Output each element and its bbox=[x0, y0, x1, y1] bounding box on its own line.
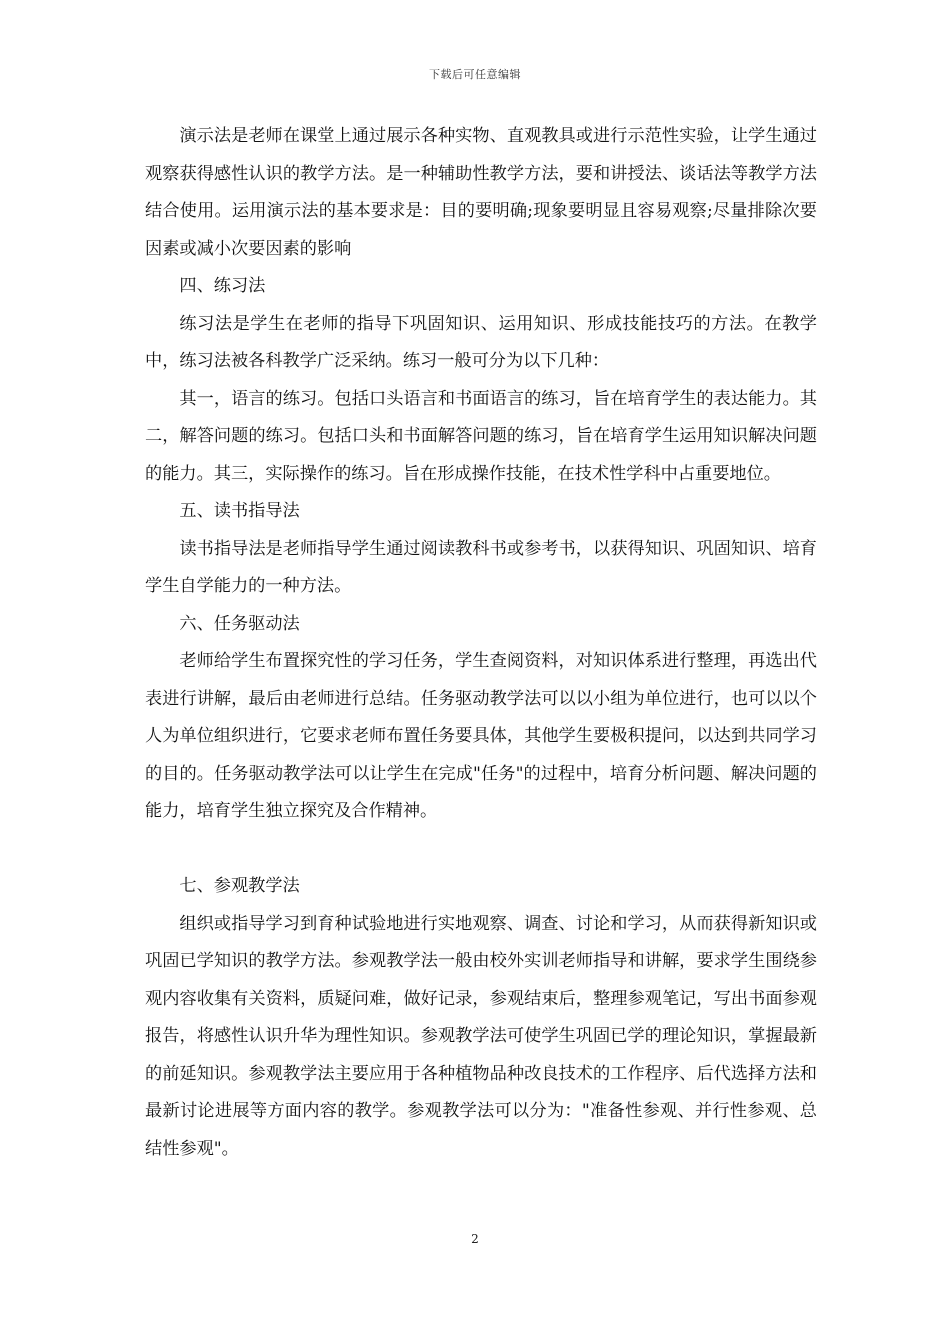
paragraph-task-driven-method: 老师给学生布置探究性的学习任务，学生查阅资料，对知识体系进行整理，再选出代表进行讲解，最后由老师进行总结。任务驱动教学法可以以小组为单位进行，也可以以个人为单位组织进行，它要求老师布置任务要具体，其他学生要极积提问，以达到共同学习的目的。任务驱动教学法可以让学生在完成"任务"的过程中，培育分析问题、解决问题的能力，培育学生独立探究及合作精神。 bbox=[145, 651, 817, 821]
paragraph-practice-method: 练习法是学生在老师的指导下巩固知识、运用知识、形成技能技巧的方法。在教学中，练习法被各科教学广泛采纳。练习一般可分为以下几种： bbox=[145, 313, 817, 371]
heading-practice-method: 四、练习法 bbox=[179, 276, 266, 296]
heading-reading-guidance-method: 五、读书指导法 bbox=[179, 501, 300, 521]
paragraph-demonstration-method: 演示法是老师在课堂上通过展示各种实物、直观教具或进行示范性实验，让学生通过观察获得感性认识的教学方法。是一种辅助性教学方法，要和讲授法、谈话法等教学方法结合使用。运用演示法的基本要求是：目的要明确;现象要明显且容易观察;尽量排除次要因素或减小次要因素的影响 bbox=[145, 126, 817, 259]
page-header: 下载后可任意编辑 bbox=[429, 68, 521, 81]
paragraph-practice-types: 其一，语言的练习。包括口头语言和书面语言的练习，旨在培育学生的表达能力。其二，解答问题的练习。包括口头和书面解答问题的练习，旨在培育学生运用知识解决问题的能力。其三，实际操作的练习。旨在形成操作技能，在技术性学科中占重要地位。 bbox=[145, 388, 817, 484]
paragraph-reading-guidance-method: 读书指导法是老师指导学生通过阅读教科书或参考书，以获得知识、巩固知识、培育学生自学能力的一种方法。 bbox=[145, 538, 817, 596]
document-body bbox=[145, 118, 817, 1168]
heading-task-driven-method: 六、任务驱动法 bbox=[179, 613, 300, 634]
heading-visit-teaching-method: 七、参观教学法 bbox=[179, 876, 300, 896]
blank-line bbox=[145, 831, 817, 869]
paragraph-visit-teaching-method: 组织或指导学习到育种试验地进行实地观察、调查、讨论和学习，从而获得新知识或巩固已学知识的教学方法。参观教学法一般由校外实训老师指导和讲解，要求学生围绕参观内容收集有关资料，质疑问难，做好记录，参观结束后，整理参观笔记，写出书面参观报告，将感性认识升华为理性知识。参观教学法可使学生巩固已学的理论知识，掌握最新的前延知识。参观教学法主要应用于各种植物品种改良技术的工作程序、后代选择方法和最新讨论进展等方面内容的教学。参观教学法可以分为："准备性参观、并行性参观、总结性参观"。 bbox=[145, 913, 817, 1159]
page-number: 2 bbox=[471, 1232, 479, 1246]
